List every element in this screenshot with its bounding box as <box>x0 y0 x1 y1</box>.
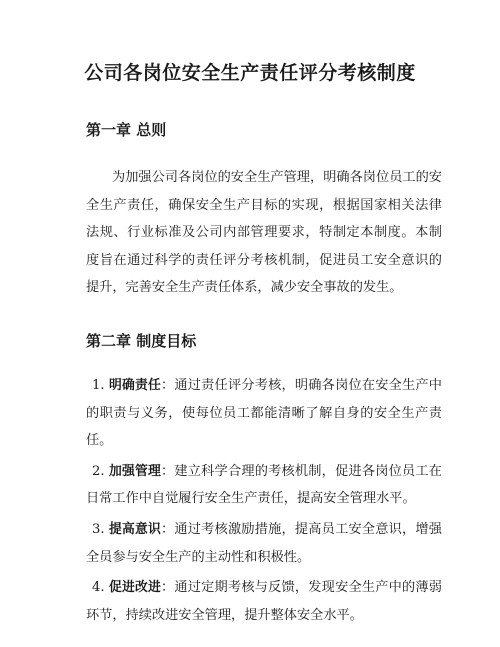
objective-text: 通过责任评分考核，明确各岗位在安全生产中的职责与义务，使每位员工都能清晰了解自身的安全生产责任。 <box>86 378 442 449</box>
document-title: 公司各岗位安全生产责任评分考核制度 <box>84 62 416 84</box>
objective-term: 加强管理 <box>109 463 161 479</box>
objective-text: 建立科学合理的考核机制，促进各岗位员工在日常工作中自觉履行安全生产责任，提高安全管理水平。 <box>86 463 442 507</box>
objective-term: 提高意识 <box>109 521 161 537</box>
objective-term: 促进改进 <box>109 580 161 596</box>
chapter-1-paragraph: 为加强公司各岗位的安全生产管理，明确各岗位员工的安全生产责任，确保安全生产目标的实现，根据国家相关法律法规、行业标准及公司内部管理要求，特制定本制度。本制度旨在通过科学的责任评分考核机制，促进员工安全意识的提升，完善安全生产责任体系，减少安全事故的发生。 <box>86 170 442 296</box>
objective-colon: ： <box>161 521 175 537</box>
objective-item <box>86 458 442 513</box>
objective-number: 3. <box>92 521 105 537</box>
objectives-list <box>86 372 442 632</box>
objective-item <box>86 372 442 455</box>
objective-colon: ： <box>161 463 175 479</box>
objective-text: 通过考核激励措施，提高员工安全意识，增强全员参与安全生产的主动性和积极性。 <box>86 521 442 565</box>
chapter-2-heading: 第二章 制度目标 <box>86 332 197 350</box>
objective-number: 4. <box>92 580 105 596</box>
objective-item <box>86 574 442 629</box>
chapter-1-heading: 第一章 总则 <box>86 121 167 139</box>
objective-term: 明确责任 <box>109 378 161 393</box>
objective-item <box>86 516 442 571</box>
objective-number: 1. <box>92 378 105 393</box>
objective-number: 2. <box>92 463 105 479</box>
objective-text: 通过定期考核与反馈，发现安全生产中的薄弱环节，持续改进安全管理，提升整体安全水平。 <box>86 580 442 623</box>
objective-colon: ： <box>161 580 175 596</box>
objective-colon: ： <box>161 378 175 393</box>
